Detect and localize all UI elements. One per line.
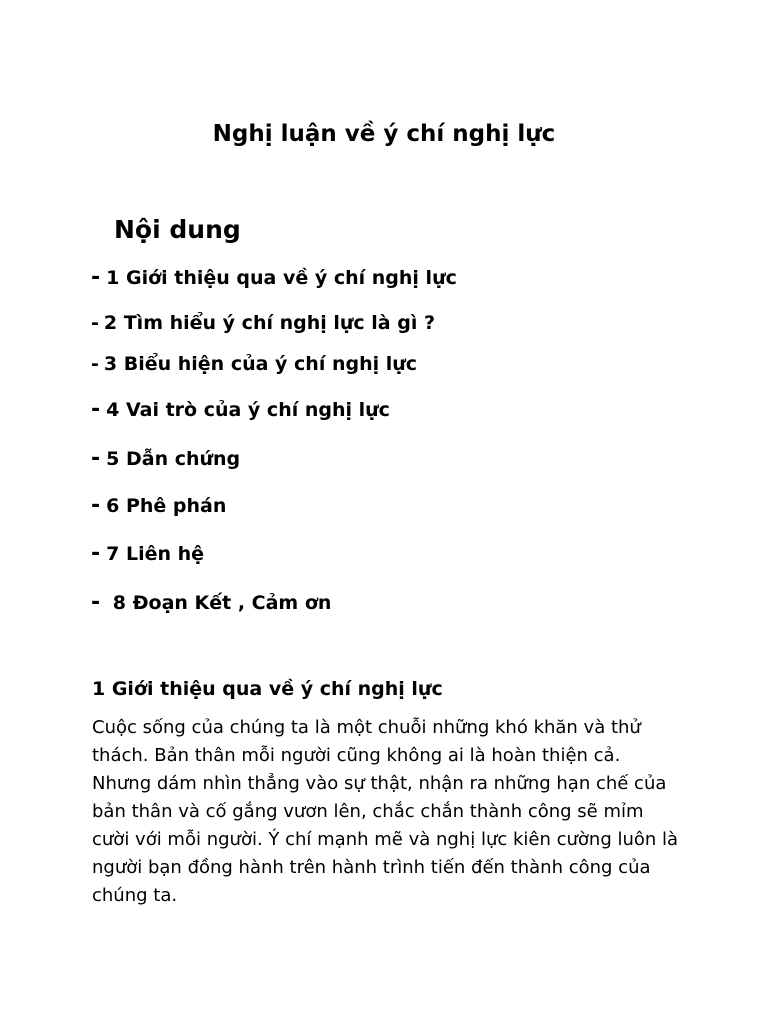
- toc-item-4: [91, 396, 390, 424]
- toc-dash: -: [91, 590, 101, 615]
- toc-item-text: 3 Biểu hiện của ý chí nghị lực: [103, 353, 418, 375]
- page-title: Nghị luận về ý chí nghị lực: [212, 121, 556, 147]
- toc-dash: -: [91, 446, 101, 471]
- toc-item-text: 8 Đoạn Kết , Cảm ơn: [106, 592, 332, 614]
- toc-dash: -: [91, 397, 101, 422]
- toc-item-1: [91, 264, 457, 292]
- toc-item-8: [91, 589, 331, 617]
- toc-dash: -: [91, 541, 101, 566]
- toc-item-2: [91, 309, 435, 337]
- toc-item-text: 1 Giới thiệu qua về ý chí nghị lực: [106, 267, 457, 289]
- toc-item-5: [91, 445, 240, 473]
- toc-dash: -: [91, 312, 99, 334]
- toc-dash: -: [91, 493, 101, 518]
- toc-item-3: [91, 350, 417, 378]
- toc-dash: -: [91, 265, 101, 290]
- toc-item-text: 5 Dẫn chứng: [106, 448, 241, 470]
- toc-item-text: 2 Tìm hiểu ý chí nghị lực là gì ?: [103, 312, 435, 334]
- toc-item-text: 6 Phê phán: [106, 495, 227, 517]
- section-heading: 1 Giới thiệu qua về ý chí nghị lực: [92, 678, 443, 700]
- toc-item-text: 7 Liên hệ: [106, 543, 205, 565]
- toc-item-text: 4 Vai trò của ý chí nghị lực: [106, 399, 390, 421]
- toc-heading: Nội dung: [114, 215, 241, 244]
- toc-dash: -: [91, 353, 99, 375]
- toc-item-6: [91, 492, 226, 520]
- toc-item-7: [91, 540, 204, 568]
- section-paragraph: Cuộc sống của chúng ta là một chuỗi những khó khăn và thử thách. Bản thân mỗi người cũng không ai là hoàn thiện cả. Nhưng dám nhìn thẳng vào sự thật, nhận ra những hạn chế của bản thân và cố gắng vươn lên, chắc chắn thành công sẽ mỉm cười với mỗi người. Ý chí mạnh mẽ và nghị lực kiên cường luôn là người bạn đồng hành trên hành trình tiến đến thành công của chúng ta.: [92, 717, 679, 906]
